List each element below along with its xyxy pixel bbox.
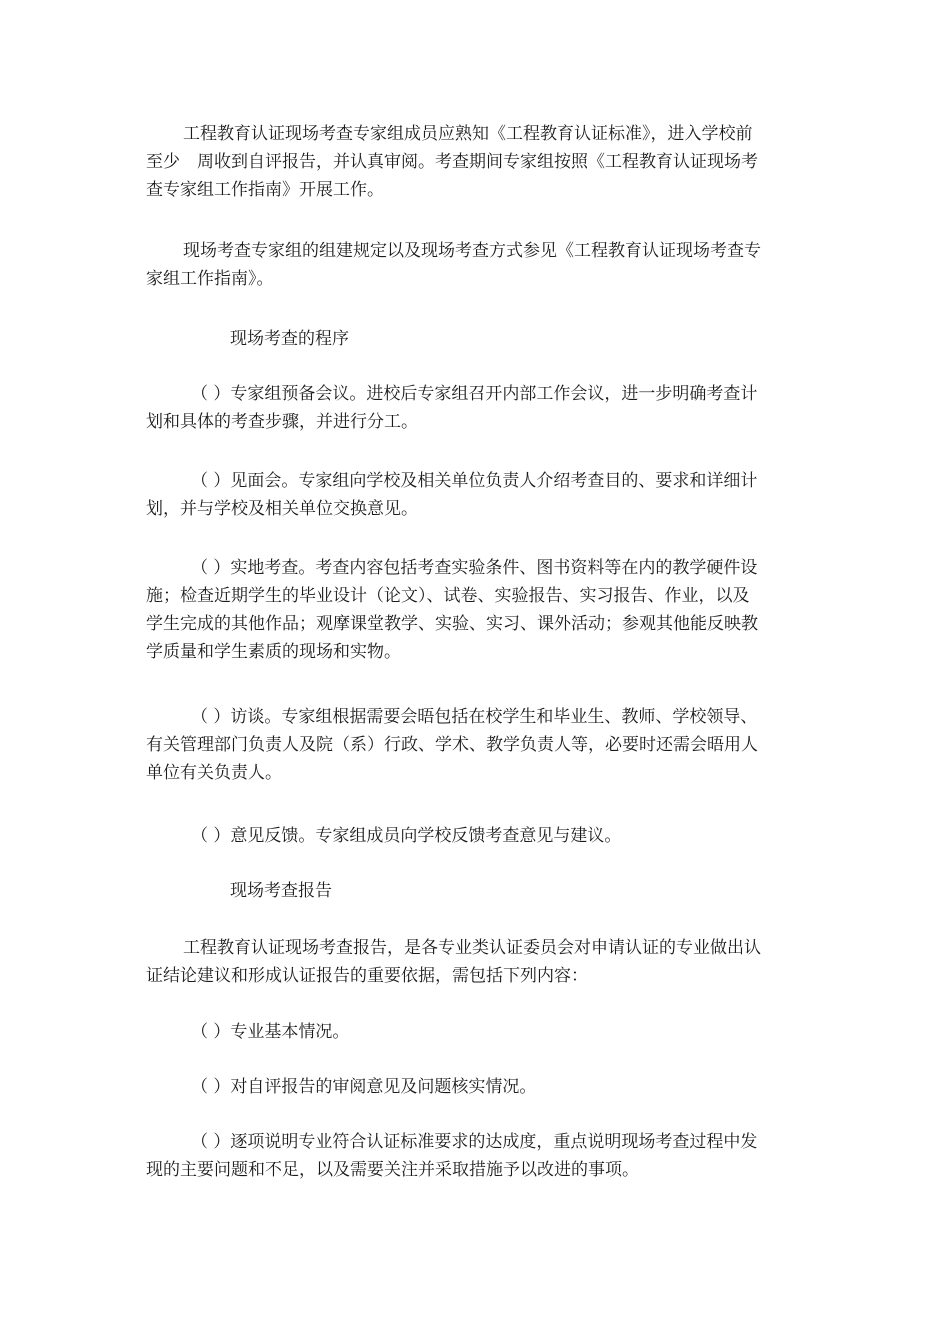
text-line: 学生完成的其他作品；观摩课堂教学、实验、实习、课外活动；参观其他能反映教 <box>146 614 758 634</box>
list-item-site-inspection <box>146 554 811 666</box>
text-line: 工程教育认证现场考查报告，是各专业类认证委员会对申请认证的专业做出认 <box>183 938 761 958</box>
list-item-meeting <box>146 467 811 523</box>
text-line: 施；检查近期学生的毕业设计（论文）、试卷、实验报告、实习报告、作业，以及 <box>146 586 750 606</box>
text-line: （ ）访谈。专家组根据需要会晤包括在校学生和毕业生、教师、学校领导、 <box>191 707 758 727</box>
text-line: （ ）专业基本情况。 <box>191 1022 350 1042</box>
list-item-interview <box>146 703 811 787</box>
heading-text: 现场考查的程序 <box>230 329 349 349</box>
text-line: 现的主要问题和不足，以及需要关注并采取措施予以改进的事项。 <box>146 1160 639 1180</box>
text-line: 有关管理部门负责人及院（系）行政、学术、教学负责人等，必要时还需会晤用人 <box>146 735 758 755</box>
list-item-review-opinion <box>146 1073 811 1101</box>
text-line: 至少 周收到自评报告，并认真审阅。考查期间专家组按照《工程教育认证现场考 <box>146 152 758 172</box>
list-item-compliance <box>146 1128 811 1184</box>
list-item-feedback <box>146 822 811 850</box>
text-line: 划和具体的考查步骤，并进行分工。 <box>146 412 418 432</box>
text-line: （ ）逐项说明专业符合认证标准要求的达成度，重点说明现场考查过程中发 <box>191 1132 758 1152</box>
intro-paragraph <box>146 120 811 204</box>
text-line: 划，并与学校及相关单位交换意见。 <box>146 499 418 519</box>
report-paragraph <box>146 934 811 990</box>
text-line: 学质量和学生素质的现场和实物。 <box>146 642 401 662</box>
list-item-pre-meeting <box>146 380 811 436</box>
text-line: 证结论建议和形成认证报告的重要依据，需包括下列内容： <box>146 966 588 986</box>
section-heading-procedure <box>146 325 811 353</box>
list-item-basic-info <box>146 1018 811 1046</box>
text-line: （ ）专家组预备会议。进校后专家组召开内部工作会议，进一步明确考查计 <box>191 384 758 404</box>
text-line: 单位有关负责人。 <box>146 763 282 783</box>
text-line: 查专家组工作指南》开展工作。 <box>146 180 384 200</box>
text-line: （ ）意见反馈。专家组成员向学校反馈考查意见与建议。 <box>191 826 622 846</box>
heading-text: 现场考查报告 <box>230 881 332 901</box>
text-line: 家组工作指南》。 <box>146 269 274 289</box>
text-line: 工程教育认证现场考查专家组成员应熟知《工程教育认证标准》，进入学校前 <box>183 124 753 144</box>
text-line: 现场考查专家组的组建规定以及现场考查方式参见《工程教育认证现场考查专 <box>183 241 761 261</box>
expert-group-paragraph <box>146 237 811 293</box>
text-line: （ ）实地考查。考查内容包括考查实验条件、图书资料等在内的教学硬件设 <box>191 558 758 578</box>
section-heading-report <box>146 877 811 905</box>
text-line: （ ）见面会。专家组向学校及相关单位负责人介绍考查目的、要求和详细计 <box>191 471 758 491</box>
text-line: （ ）对自评报告的审阅意见及问题核实情况。 <box>191 1077 537 1097</box>
